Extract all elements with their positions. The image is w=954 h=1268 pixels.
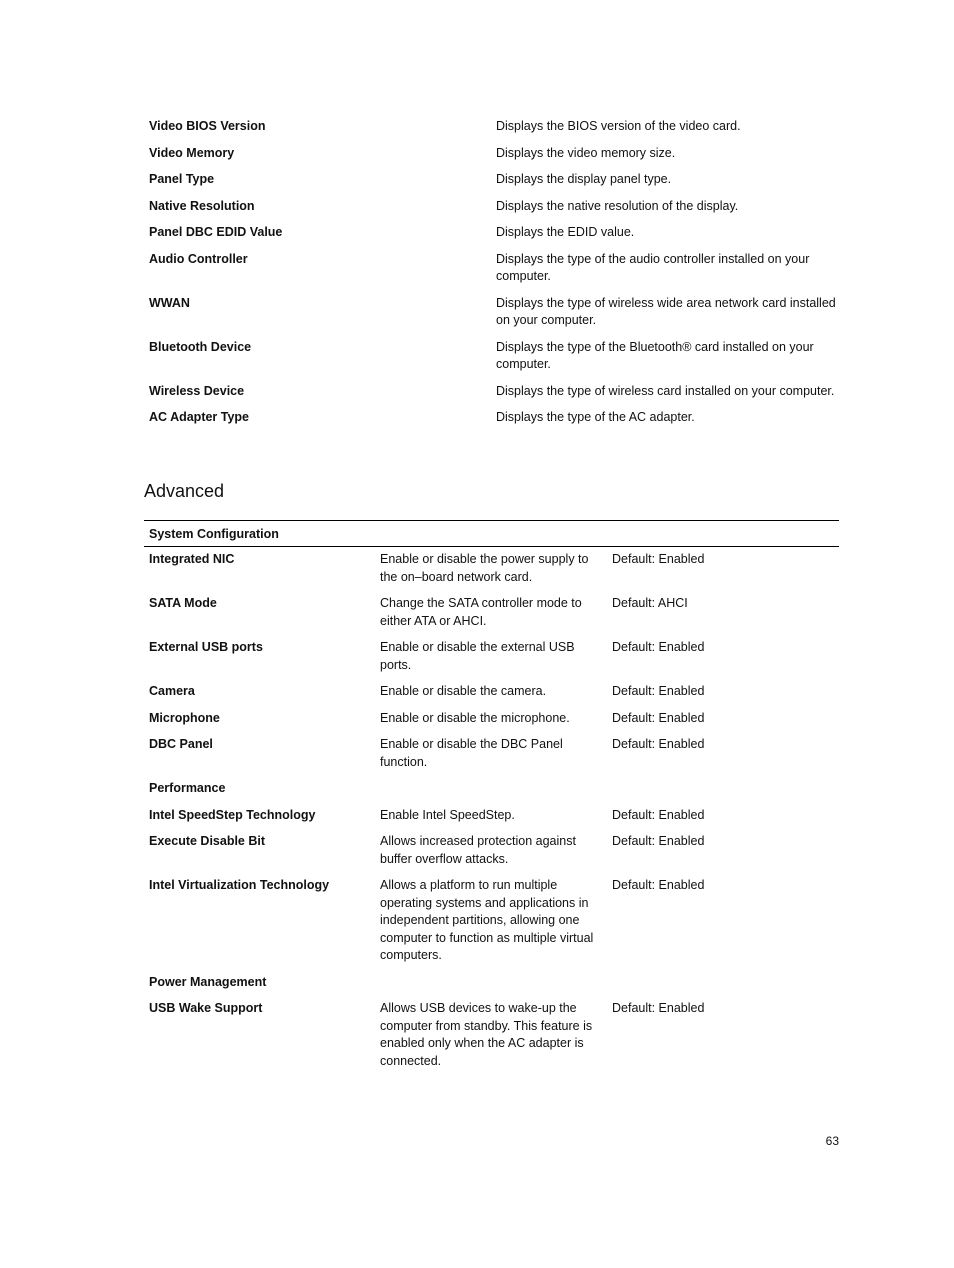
option-default: Default: Enabled	[612, 834, 705, 848]
option-name: DBC Panel	[149, 737, 213, 751]
row-label: Audio Controller	[149, 251, 248, 266]
table-row	[144, 683, 839, 701]
table-row	[149, 383, 839, 401]
option-name: Integrated NIC	[149, 552, 235, 566]
row-description: Displays the BIOS version of the video card.	[496, 119, 741, 133]
option-name: Execute Disable Bit	[149, 834, 266, 848]
row-description: Displays the type of the audio controller installed on your computer.	[496, 251, 810, 283]
option-name: Intel SpeedStep Technology	[149, 807, 316, 822]
option-name: Intel Virtualization Technology	[149, 878, 330, 892]
option-default: Default: Enabled	[612, 878, 705, 892]
option-description: Allows increased protection against buffer overflow attacks.	[380, 834, 576, 866]
option-name: Camera	[149, 684, 195, 698]
option-name: Microphone	[149, 710, 220, 725]
group-title: Performance	[149, 781, 226, 795]
option-default: Default: Enabled	[612, 1001, 705, 1015]
option-name: External USB ports	[149, 640, 263, 654]
option-name: SATA Mode	[149, 596, 217, 610]
row-label: Native Resolution	[149, 198, 255, 213]
table-body	[144, 547, 839, 1070]
row-label: Panel Type	[149, 172, 215, 186]
row-label: Wireless Device	[149, 383, 245, 398]
option-description: Enable or disable the DBC Panel function.	[380, 737, 563, 769]
option-description: Allows USB devices to wake-up the computer from standby. This feature is enabled only when the AC adapter is connected.	[380, 1001, 593, 1068]
option-name: USB Wake Support	[149, 1001, 263, 1015]
table-row	[144, 833, 839, 868]
row-description: Displays the native resolution of the display.	[496, 198, 739, 213]
option-default: Default: AHCI	[612, 596, 688, 610]
option-default: Default: Enabled	[612, 684, 705, 698]
option-default: Default: Enabled	[612, 710, 705, 725]
option-default: Default: Enabled	[612, 552, 705, 566]
row-description: Displays the type of wireless card installed on your computer.	[496, 383, 835, 398]
option-default: Default: Enabled	[612, 640, 705, 654]
table-row	[144, 595, 839, 630]
row-label: Bluetooth Device	[149, 339, 252, 354]
row-description: Displays the display panel type.	[496, 172, 672, 186]
group-row	[144, 780, 839, 798]
table-row	[149, 409, 839, 427]
table-row	[149, 339, 839, 374]
advanced-table	[144, 520, 839, 1079]
row-description: Displays the EDID value.	[496, 225, 635, 239]
table-row	[149, 251, 839, 286]
option-description: Enable or disable the power supply to the on–board network card.	[380, 552, 589, 584]
table-row	[144, 736, 839, 771]
info-table	[149, 118, 839, 436]
row-label: AC Adapter Type	[149, 410, 250, 424]
table-row	[144, 877, 839, 965]
row-label: Video Memory	[149, 145, 235, 160]
row-label: Video BIOS Version	[149, 119, 266, 133]
option-description: Enable or disable the external USB ports.	[380, 640, 575, 672]
row-description: Displays the type of the AC adapter.	[496, 410, 695, 424]
group-title: Power Management	[149, 974, 267, 989]
option-description: Allows a platform to run multiple operating systems and applications in independent partitions, allowing one computer to function as multiple virtual computers.	[380, 878, 594, 962]
option-default: Default: Enabled	[612, 807, 705, 822]
table-row	[149, 118, 839, 136]
row-description: Displays the video memory size.	[496, 145, 676, 160]
table-row	[144, 551, 839, 586]
table-header: System Configuration	[144, 520, 839, 547]
table-row	[149, 224, 839, 242]
option-description: Enable or disable the camera.	[380, 684, 547, 698]
group-row	[144, 974, 839, 992]
table-row	[144, 1000, 839, 1070]
option-default: Default: Enabled	[612, 737, 705, 751]
table-row	[149, 295, 839, 330]
table-row	[149, 145, 839, 163]
table-row	[144, 710, 839, 728]
table-row	[144, 639, 839, 674]
table-row	[144, 807, 839, 825]
table-row	[149, 198, 839, 216]
row-label: Panel DBC EDID Value	[149, 225, 283, 239]
row-label: WWAN	[149, 295, 190, 310]
row-description: Displays the type of wireless wide area network card installed on your computer.	[496, 295, 836, 327]
option-description: Change the SATA controller mode to either ATA or AHCI.	[380, 596, 582, 628]
row-description: Displays the type of the Bluetooth® card installed on your computer.	[496, 339, 814, 371]
table-row	[149, 171, 839, 189]
option-description: Enable or disable the microphone.	[380, 710, 570, 725]
option-description: Enable Intel SpeedStep.	[380, 807, 515, 822]
section-heading: Advanced	[144, 481, 225, 501]
page-number: 63	[825, 1134, 839, 1148]
